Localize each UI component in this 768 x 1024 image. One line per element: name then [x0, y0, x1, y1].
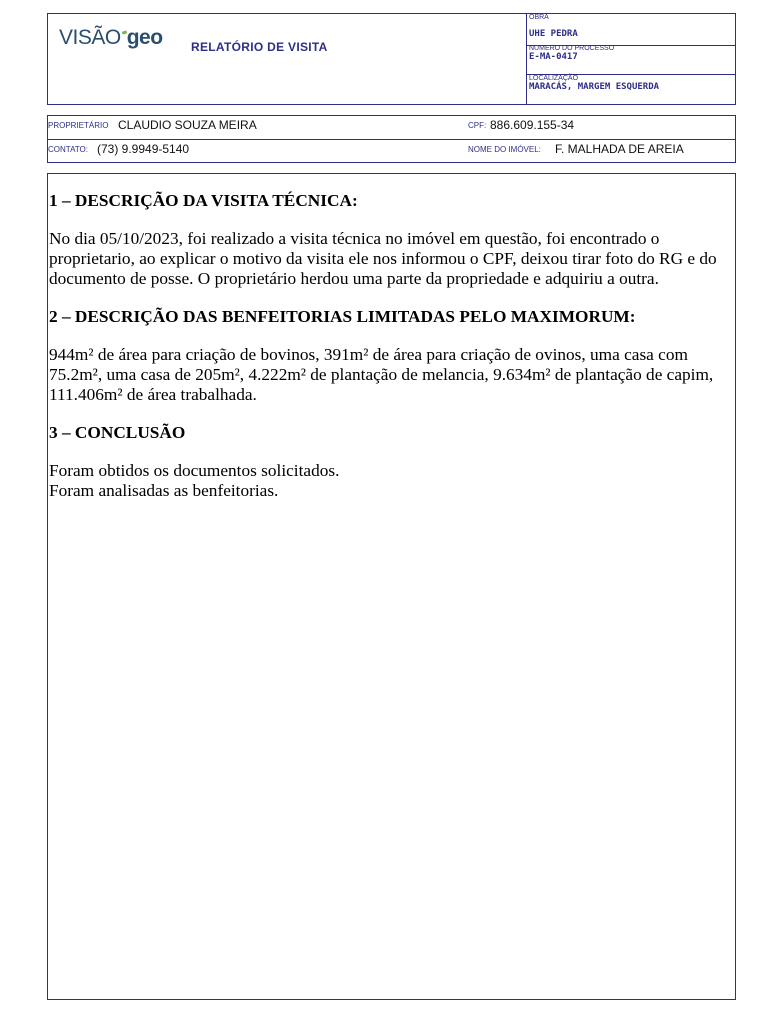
proprietario-value: CLAUDIO SOUZA MEIRA	[118, 118, 257, 132]
info-row-divider	[48, 139, 735, 140]
imovel-label: NOME DO IMÓVEL:	[468, 145, 541, 154]
section-2-title: 2 – DESCRIÇÃO DAS BENFEITORIAS LIMITADAS PELO MAXIMORUM:	[49, 307, 636, 326]
localizacao-label: LOCALIZAÇÃO	[529, 75, 579, 82]
report-body	[47, 173, 736, 1000]
section-3-line-2: Foram analisadas as benfeitorias.	[49, 481, 279, 500]
cpf-label: CPF:	[468, 121, 487, 130]
report-text	[49, 191, 729, 501]
header-divider	[526, 14, 527, 104]
obra-label: OBRA	[529, 14, 549, 21]
contato-label: CONTATO:	[48, 145, 88, 154]
section-1-title: 1 – DESCRIÇÃO DA VISITA TÉCNICA:	[49, 191, 358, 210]
proprietario-label: PROPRIETÁRIO	[48, 121, 109, 130]
section-3-line-1: Foram obtidos os documentos solicitados.	[49, 461, 340, 480]
logo-text-visao: VISÃO	[59, 26, 121, 49]
owner-info	[47, 115, 736, 163]
obra-value: UHE PEDRA	[529, 29, 578, 39]
logo-text-geo: geo	[126, 26, 163, 49]
section-3-title: 3 – CONCLUSÃO	[49, 423, 186, 442]
contato-value: (73) 9.9949-5140	[97, 142, 190, 156]
section-1-text: No dia 05/10/2023, foi realizado a visita técnica no imóvel em questão, foi encontrado o proprietario, ao explicar o motivo da visita ele nos informou o CPF, deixou tirar foto do RG e do documento de posse. O proprietário herdou uma parte da propriedade e adquiriu a outra.	[49, 229, 717, 288]
localizacao-value: MARACÁS, MARGEM ESQUERDA	[529, 82, 660, 92]
report-header	[47, 13, 736, 105]
imovel-value: F. MALHADA DE AREIA	[555, 142, 684, 156]
cpf-value: 886.609.155-34	[490, 118, 575, 132]
visao-geo-logo	[59, 26, 163, 50]
section-2-text: 944m² de área para criação de bovinos, 391m² de área para criação de ovinos, uma casa com 75.2m², uma casa de 205m², 4.222m² de plantação de melancia, 9.634m² de plantação de capim, 111.406m² de área trabalhada.	[49, 345, 714, 404]
processo-label: NUMERO DO PROCESSO	[529, 45, 615, 52]
document-title: RELATÓRIO DE VISITA	[191, 40, 328, 54]
processo-value: E-MA-0417	[529, 52, 578, 62]
